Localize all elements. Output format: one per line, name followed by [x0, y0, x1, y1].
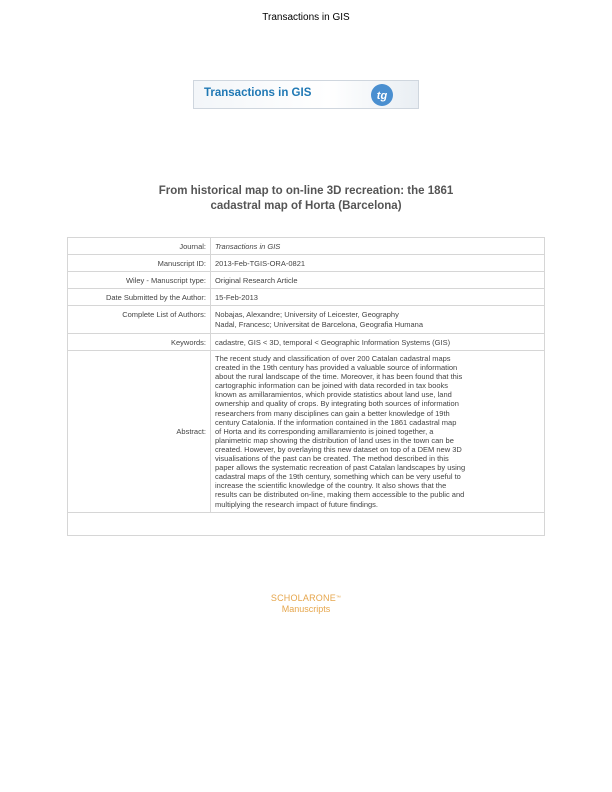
blank-row	[68, 513, 544, 535]
logo-one: ONE	[315, 593, 336, 603]
date-submitted-value: 15-Feb-2013	[215, 293, 258, 302]
journal-value: Transactions in GIS	[215, 242, 281, 251]
abstract-line: planimetric map showing the distribution of land uses in the town can be	[215, 435, 454, 445]
abstract-line: of Horta and its corresponding amillaramiento is joined together, a	[215, 426, 434, 436]
journal-row	[68, 238, 544, 255]
journal-logo-icon	[370, 83, 394, 107]
logo-tm: ™	[335, 595, 342, 601]
keywords-value: cadastre, GIS < 3D, temporal < Geographic Information Systems (GIS)	[215, 338, 451, 347]
manuscript-id-row	[68, 255, 544, 272]
abstract-line: paper allows the systematic recreation of past Catalan landscapes by using	[215, 463, 466, 473]
journal-banner	[193, 80, 419, 109]
abstract-line: about the rural landscape of the time. Moreover, it has been found that this	[215, 372, 463, 382]
keywords-label: Keywords:	[68, 334, 211, 350]
abstract-line: ownership and quality of crops. By integrating both sources of information	[215, 399, 459, 409]
manuscript-metadata-table	[67, 237, 545, 536]
abstract-line: century Catalonia. If the information contained in the 1861 cadastral map	[215, 417, 457, 427]
journal-label: Journal:	[68, 238, 211, 254]
manuscript-type-label: Wiley - Manuscript type:	[68, 272, 211, 288]
author-entry: Nobajas, Alexandre; University of Leicester, Geography	[215, 310, 399, 319]
date-submitted-row	[68, 289, 544, 306]
abstract-line: visualisations of the past can be created. The method described in this	[215, 454, 449, 464]
keywords-row	[68, 334, 544, 351]
abstract-line: The recent study and classification of over 200 Catalan cadastral maps	[215, 354, 451, 363]
author-entry: Nadal, Francesc; Universitat de Barcelona, Geografia Humana	[215, 320, 424, 329]
abstract-line: multiplying the research impact of future findings.	[215, 499, 378, 509]
abstract-line: created in the 19th century has provided a valuable source of information	[215, 363, 458, 373]
manuscript-type-value: Original Research Article	[215, 276, 298, 285]
manuscript-id-value: 2013-Feb-TGIS-ORA-0821	[215, 259, 306, 268]
authors-label: Complete List of Authors:	[68, 306, 211, 333]
abstract-line: researchers from many disciplines can gain a better knowledge of 19th	[215, 408, 450, 418]
authors-value	[211, 306, 544, 333]
running-head: Transactions in GIS	[262, 12, 350, 23]
abstract-text	[211, 351, 544, 512]
abstract-label: Abstract:	[68, 351, 211, 512]
abstract-line: cadastral maps of the 19th century, something which can be very useful to	[215, 472, 461, 482]
abstract-line: created. However, by overlaying this new dataset on top of a DEM new 3D	[215, 444, 462, 454]
authors-row	[68, 306, 544, 334]
logo-scholar: SCHOLAR	[270, 593, 316, 603]
paper-title-line2: cadastral map of Horta (Barcelona)	[210, 200, 402, 212]
abstract-line: results can be distributed on-line, making them accessible to the public and	[215, 490, 465, 500]
manuscript-type-row	[68, 272, 544, 289]
banner-title: Transactions in GIS	[204, 87, 312, 99]
paper-title	[110, 184, 502, 214]
scholarone-logo	[0, 593, 612, 615]
paper-title-line1: From historical map to on-line 3D recreation: the 1861	[158, 185, 454, 197]
logo-text: tg	[376, 90, 388, 102]
date-submitted-label: Date Submitted by the Author:	[68, 289, 211, 305]
abstract-line: known as amillaramientos, which provide statistics about land use, land	[215, 390, 452, 400]
logo-manuscripts: Manuscripts	[281, 604, 331, 614]
abstract-line: increase the scientific knowledge of the country. It also shows that the	[215, 481, 447, 491]
abstract-line: cartographic information can be joined with data recorded in tax books	[215, 381, 449, 391]
abstract-row	[68, 351, 544, 513]
manuscript-id-label: Manuscript ID:	[68, 255, 211, 271]
